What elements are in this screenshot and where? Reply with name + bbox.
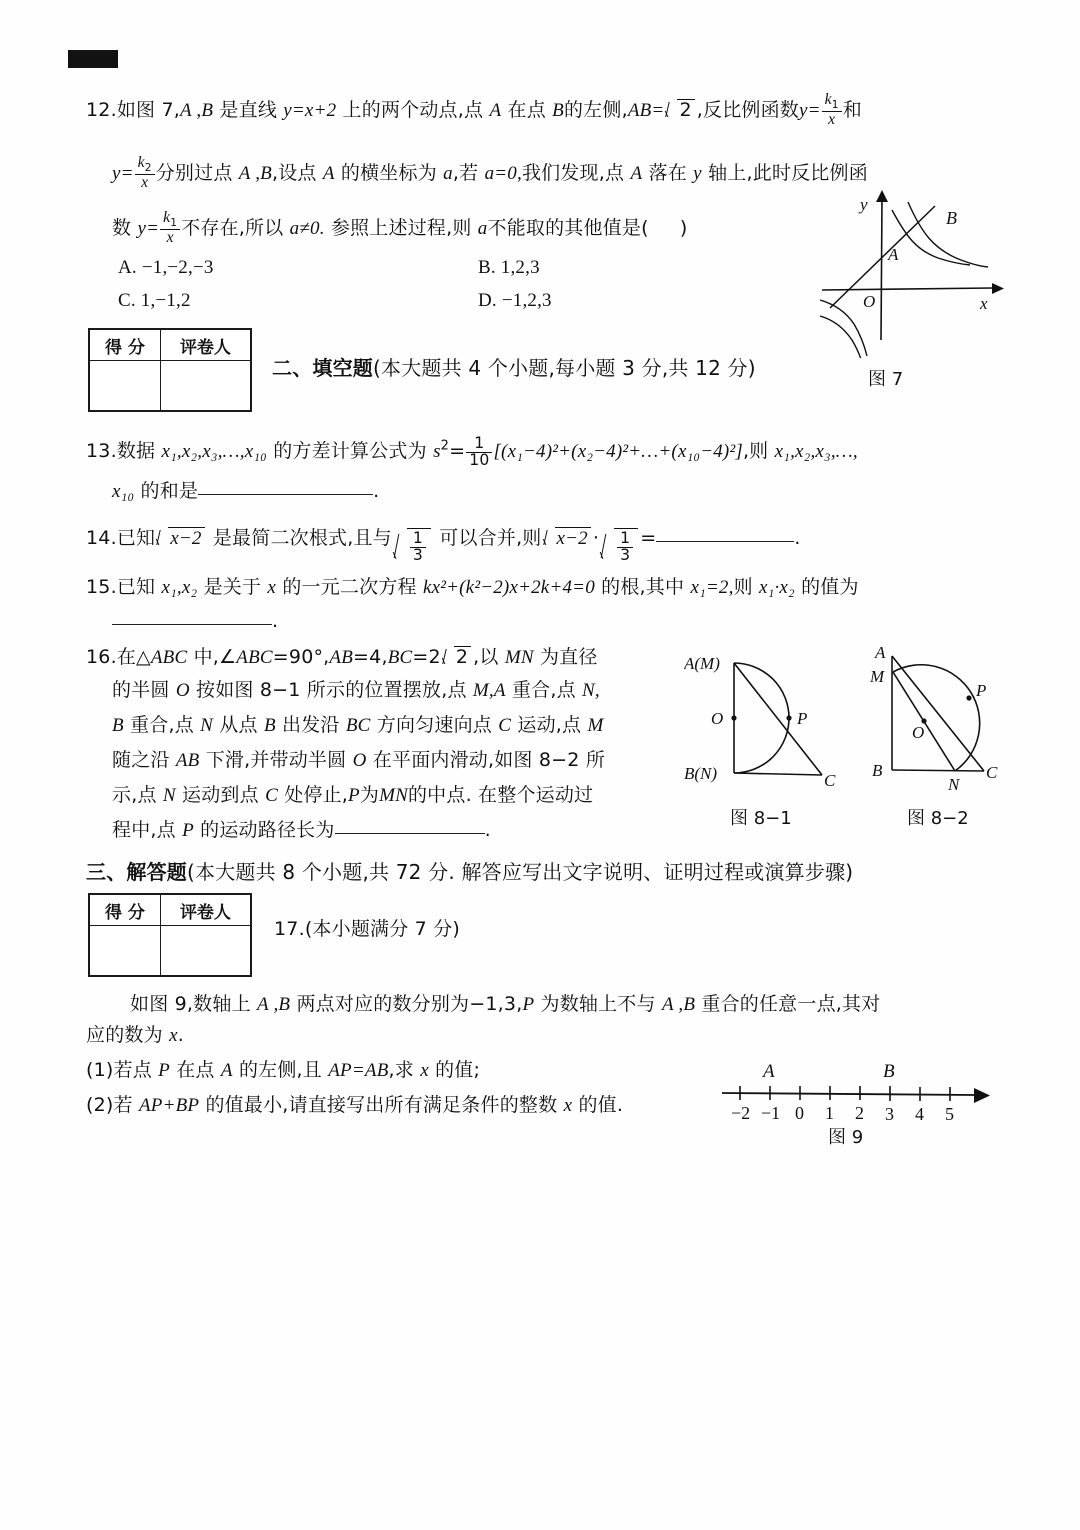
svg-text:x: x — [980, 294, 988, 313]
svg-text:4: 4 — [915, 1104, 924, 1124]
figure-7-caption: 图 7 — [868, 369, 904, 390]
section-3-subtitle: (本大题共 8 个小题,共 72 分. 解答应写出文字说明、证明过程或演算步骤) — [187, 860, 854, 884]
question-16-line-2: 的半圆 O 按如图 8−1 所示的位置摆放,点 M,A 重合,点 N, — [112, 679, 600, 701]
figure-9-number-line — [712, 1055, 1002, 1125]
svg-text:O: O — [711, 709, 724, 728]
question-17-line-1: 如图 9,数轴上 A ,B 两点对应的数分别为−1,3,P 为数轴上不与 A ,B 重合的任意一点,其对 — [130, 993, 881, 1015]
score-header-points-2: 得 分 — [90, 895, 161, 926]
sqrt-one-third: $\frac{1}{3}$ — [394, 528, 431, 564]
svg-text:P: P — [797, 709, 808, 728]
section-3-heading — [86, 862, 853, 882]
question-12-line-3: 数 y= $\frac{k_1}{x}$ 不存在,所以 a≠0. 参照上述过程,则 a不能取的其他值是( ) — [112, 209, 688, 246]
svg-text:A: A — [763, 1061, 775, 1082]
question-12-line-1: 12.如图 7,A ,B 是直线 y=x+2 上的两个动点,点 A 在点 B的左侧,AB= 2 ,反比例函数y= $\frac{k_1}{x}$ 和 — [86, 91, 862, 128]
q13-number: 13. — [86, 439, 117, 462]
score-value-points-2[interactable] — [90, 926, 161, 976]
question-13-line-1: 13.数据 x₁,x₂,x₃,…,x₁₀ 的方差计算公式为 $s^2=$ $\frac{1}{10}$ [(x₁−4)²+(x₂−4)²+…+(x₁₀−4)²],则 x₁,x₂,x₃,…, — [86, 434, 858, 469]
svg-text:1: 1 — [825, 1103, 834, 1123]
fraction-k1-over-x-2: $\frac{k_1}{x}$ — [160, 210, 180, 246]
svg-text:B(N): B(N) — [684, 764, 718, 783]
figure-8-2-caption: 图 8−2 — [907, 808, 969, 829]
svg-text:B: B — [872, 761, 883, 780]
svg-text:B: B — [946, 208, 957, 228]
question-13-line-2: x₁₀ 的和是 . — [112, 480, 380, 502]
sqrt-one-third-b: $\frac{1}{3}$ — [601, 528, 638, 564]
figure-7-graph — [820, 188, 1020, 358]
question-16-line-3: B 重合,点 N 从点 B 出发沿 BC 方向匀速向点 C 运动,点 M — [112, 714, 604, 736]
svg-text:C: C — [824, 771, 836, 790]
svg-text:2: 2 — [855, 1103, 864, 1123]
score-header-grader: 评卷人 — [160, 330, 250, 361]
score-value-grader[interactable] — [160, 361, 250, 411]
figure-8-1-caption: 图 8−1 — [730, 808, 792, 829]
question-17-line-2: 应的数为 x. — [86, 1024, 184, 1046]
svg-text:C: C — [986, 763, 998, 782]
q16-number: 16. — [86, 646, 117, 668]
sqrt-x-minus-2: x−2 — [157, 527, 204, 548]
question-16-line-5: 示,点 N 运动到点 C 处停止,P为MN的中点. 在整个运动过 — [112, 784, 594, 806]
sqrt-2-q16: 2 — [443, 646, 471, 667]
section-2-subtitle: (本大题共 4 个小题,每小题 3 分,共 12 分) — [373, 356, 756, 380]
q12-number: 12. — [86, 98, 117, 121]
q16-answer-blank[interactable] — [335, 833, 485, 834]
section-3-title: 三、解答题 — [86, 860, 187, 884]
score-header-points: 得 分 — [90, 330, 161, 361]
question-16-line-1: 16.在△ABC 中,∠ABC=90°,AB=4,BC=2 2 ,以 MN 为直径 — [86, 646, 598, 668]
q14-answer-blank[interactable] — [656, 541, 794, 542]
svg-text:A: A — [888, 245, 899, 264]
q12-option-c[interactable]: C. 1,−1,2 — [118, 290, 191, 311]
svg-text:0: 0 — [795, 1103, 804, 1123]
question-16-line-6: 程中,点 P 的运动路径长为 . — [112, 819, 491, 841]
svg-text:5: 5 — [945, 1104, 954, 1124]
q12-option-b[interactable]: B. 1,2,3 — [478, 257, 540, 278]
question-16-line-4: 随之沿 AB 下滑,并带动半圆 O 在平面内滑动,如图 8−2 所 — [112, 749, 606, 771]
svg-text:−2: −2 — [731, 1103, 751, 1123]
section-2-heading — [272, 358, 756, 378]
question-14: 14.已知 x−2 是最简二次根式,且与 $\frac{1}{3}$ 可以合并,则 x−2 · $\frac{1}{3}$ = . — [86, 527, 801, 565]
svg-text:A: A — [875, 643, 886, 662]
score-header-grader-2: 评卷人 — [160, 895, 250, 926]
figure-9-caption: 图 9 — [828, 1127, 864, 1148]
q13-answer-blank[interactable] — [198, 494, 373, 495]
svg-text:−1: −1 — [761, 1103, 781, 1123]
score-table-section-3[interactable] — [88, 893, 252, 977]
svg-text:O: O — [863, 292, 876, 311]
question-12-line-2: y= $\frac{k_2}{x}$ 分别过点 A ,B,设点 A 的横坐标为 a,若 a=0,我们发现,点 A 落在 y 轴上,此时反比例函 — [112, 154, 868, 191]
svg-text:y: y — [860, 195, 868, 214]
svg-text:P: P — [976, 681, 987, 700]
svg-text:O: O — [912, 723, 925, 742]
q12-option-d[interactable]: D. −1,2,3 — [478, 290, 552, 311]
section-2-title: 二、填空题 — [272, 356, 373, 380]
svg-text:A(M): A(M) — [684, 654, 720, 673]
question-17-header: 17.(本小题满分 7 分) — [274, 918, 461, 940]
q15-answer-blank[interactable] — [112, 624, 272, 625]
svg-text:3: 3 — [885, 1104, 894, 1124]
sqrt-x-minus-2-b: x−2 — [544, 527, 591, 548]
question-15-blank-line: . — [112, 612, 278, 631]
sqrt-2: 2 — [666, 99, 694, 120]
q14-number: 14. — [86, 527, 117, 549]
score-table-section-2[interactable] — [88, 328, 252, 412]
fraction-1-over-10: $\frac{1}{10}$ — [466, 436, 492, 469]
question-15: 15.已知 x₁,x₂ 是关于 x 的一元二次方程 kx²+(k²−2)x+2k+4=0 的根,其中 x₁=2,则 x₁·x₂ 的值为 — [86, 576, 859, 598]
fraction-k2-over-x: $\frac{k_2}{x}$ — [135, 155, 155, 191]
svg-text:M: M — [870, 667, 885, 686]
question-17-subquestion-2: (2)若 AP+BP 的值最小,请直接写出所有满足条件的整数 x 的值. — [86, 1094, 624, 1116]
registration-mark — [68, 50, 118, 68]
fraction-k1-over-x: $\frac{k_1}{x}$ — [822, 92, 842, 128]
score-value-points[interactable] — [90, 361, 161, 411]
q12-option-a[interactable]: A. −1,−2,−3 — [118, 257, 214, 278]
figure-8-2 — [860, 640, 1025, 800]
svg-text:B: B — [883, 1061, 895, 1082]
svg-text:N: N — [948, 775, 960, 794]
figure-8-1 — [684, 645, 844, 800]
score-value-grader-2[interactable] — [160, 926, 250, 976]
q15-number: 15. — [86, 576, 117, 598]
question-17-subquestion-1: (1)若点 P 在点 A 的左侧,且 AP=AB,求 x 的值; — [86, 1059, 481, 1081]
